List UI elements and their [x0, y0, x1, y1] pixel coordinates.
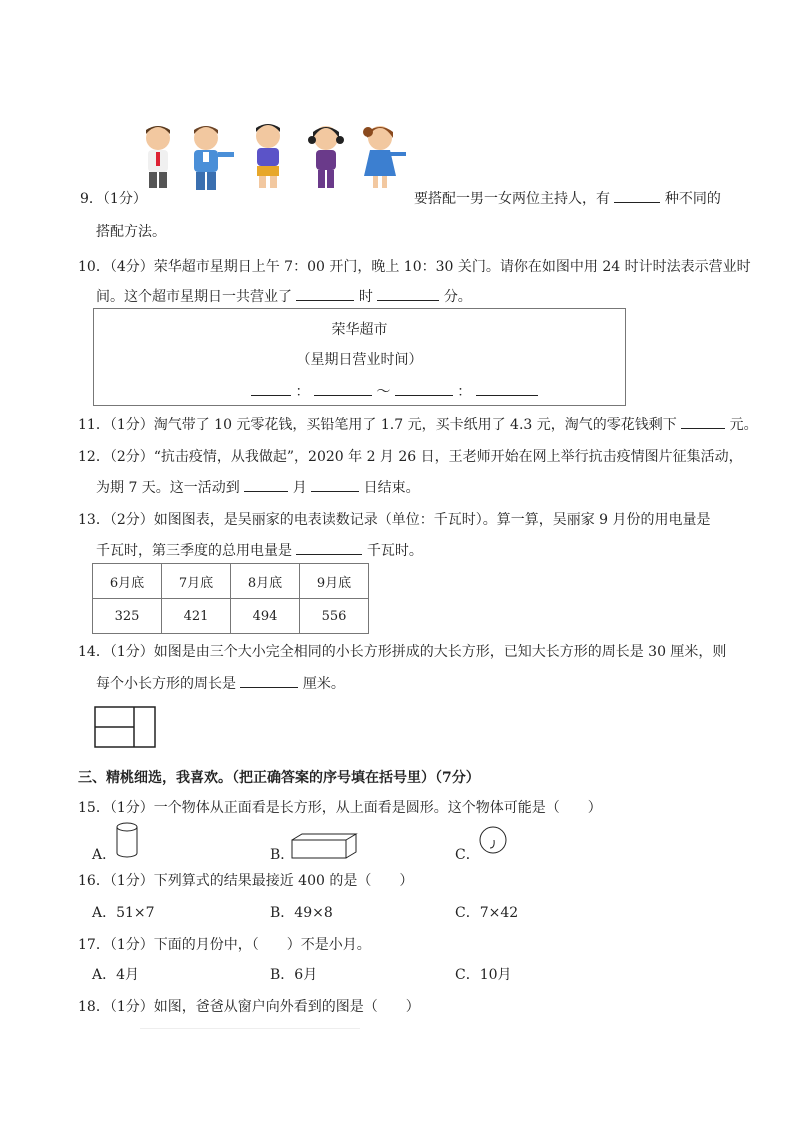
q17-text: 17．（1分）下面的月份中，（ ）不是小月。: [78, 937, 371, 953]
q17-option-a[interactable]: A．4月: [92, 967, 140, 983]
table-header-cell: 7月底: [162, 564, 231, 599]
q10-line2-text: 间。这个超市星期日一共营业了: [96, 289, 292, 305]
q10-colon-2: ：: [457, 384, 472, 400]
q16-option-b[interactable]: B．49×8: [270, 905, 333, 921]
q13-line2: [96, 540, 423, 560]
q12-unit-month: 月: [292, 480, 307, 496]
table-header-cell: 9月底: [300, 564, 369, 599]
q15-option-b-label: B．: [270, 847, 295, 863]
q12-day-blank[interactable]: [311, 477, 359, 492]
q10-time-fill-row: [251, 381, 538, 401]
q10-box-title: 荣华超市: [331, 322, 388, 338]
q16-text: 16．（1分）下列算式的结果最接近 400 的是（ ）: [78, 873, 414, 889]
cylinder-icon: [114, 822, 140, 858]
q9-answer-blank[interactable]: [614, 188, 660, 203]
q10-minutes-blank[interactable]: [377, 286, 439, 301]
boy-figure-2: [194, 126, 234, 190]
q13-meter-table: [92, 563, 369, 634]
table-header-cell: 6月底: [93, 564, 162, 599]
q11-text: 11．（1分）淘气带了 10 元零花钱，买铅笔用了 1.7 元，买卡纸用了 4.3 元，淘气的零花钱剩下: [78, 417, 677, 433]
table-cell: 494: [231, 599, 300, 634]
q10-store-hours-box: [93, 308, 626, 406]
q12-line2-text: 为期 7 天。这一活动到: [96, 480, 240, 496]
q13-line2-unit: 千瓦时。: [366, 543, 423, 559]
section3-title: 三、精桃细选，我喜欢。（把正确答案的序号填在括号里）（7分）: [78, 770, 480, 786]
q14-answer-blank[interactable]: [240, 673, 298, 688]
q10-unit-hours: 时: [358, 289, 373, 305]
q12-line2: [96, 477, 420, 497]
table-cell: 325: [93, 599, 162, 634]
girl-figure-2: [363, 126, 406, 188]
q13-line1: 13．（2分）如图图表，是吴丽家的电表读数记录（单位：千瓦时）。算一算，吴丽家 9 月份的用电量是: [78, 512, 711, 528]
q10-tilde: ～: [376, 384, 391, 400]
q10-open-minute-blank[interactable]: [314, 381, 372, 396]
table-cell: 421: [162, 599, 231, 634]
q14-unit: 厘米。: [302, 676, 345, 692]
q9-text: [414, 188, 721, 208]
sphere-icon: [478, 824, 508, 856]
q9-number: 9．（1分）: [80, 191, 147, 207]
q12-month-blank[interactable]: [244, 477, 288, 492]
boy-figure-3: [256, 124, 280, 188]
q14-line2: [96, 673, 345, 693]
q10-hours-blank[interactable]: [296, 286, 354, 301]
q12-line1: 12．（2分）“抗击疫情，从我做起”，2020 年 2 月 26 日，王老师开始在网上举行抗击疫情图片征集活动，: [78, 449, 743, 465]
table-header-row: [93, 564, 369, 599]
q10-number: 10．（4分）: [78, 259, 154, 275]
q15-option-a[interactable]: [92, 844, 116, 864]
q15-option-c[interactable]: [455, 844, 480, 864]
q15-option-a-label: A．: [92, 847, 117, 863]
children-illustration: [138, 122, 410, 194]
q13-line2-text: 千瓦时，第三季度的总用电量是: [96, 543, 292, 559]
q15-text: 15．（1分）一个物体从正面看是长方形，从上面看是圆形。这个物体可能是（ ）: [78, 800, 602, 816]
table-header-cell: 8月底: [231, 564, 300, 599]
q12-unit-day: 日结束。: [363, 480, 420, 496]
q11-answer-blank[interactable]: [681, 414, 725, 429]
q9-text-a: 要搭配一男一女两位主持人，有: [414, 191, 610, 207]
q10-box-subtitle: （星期日营业时间）: [296, 352, 423, 368]
q10-colon-1: ：: [295, 384, 310, 400]
q17-option-c[interactable]: C．10月: [455, 967, 512, 983]
q10-line1-text: 荣华超市星期日上午 7：00 开门，晚上 10：30 关门。请你在如图中用 24 时计时法表示营业时: [153, 259, 751, 275]
q16-option-c[interactable]: C．7×42: [455, 905, 519, 921]
table-cell: 556: [300, 599, 369, 634]
q10-unit-minutes: 分。: [443, 289, 472, 305]
q18-figure-edge: [140, 1028, 360, 1029]
q17-option-b[interactable]: B．6月: [270, 967, 318, 983]
q14-rectangles-figure: [94, 706, 156, 748]
q11: [78, 414, 758, 434]
q10-close-hour-blank[interactable]: [395, 381, 453, 396]
q10-open-hour-blank[interactable]: [251, 381, 291, 396]
q10-close-minute-blank[interactable]: [476, 381, 538, 396]
q15-option-c-label: C．: [455, 847, 480, 863]
q16-option-a[interactable]: A．51×7: [92, 905, 155, 921]
q11-unit: 元。: [729, 417, 758, 433]
q9-text-b: 种不同的: [664, 191, 721, 207]
q10-line1: [78, 256, 751, 276]
q13-total-blank[interactable]: [296, 540, 362, 555]
q10-line2: [96, 286, 472, 306]
girl-figure-1: [308, 126, 344, 188]
table-row: [93, 599, 369, 634]
q9-text-c: 搭配方法。: [96, 224, 166, 240]
q14-line1: 14．（1分）如图是由三个大小完全相同的小长方形拼成的大长方形，已知大长方形的周长是 30 厘米，则: [78, 644, 727, 660]
q18-text: 18．（1分）如图，爸爸从窗户向外看到的图是（ ）: [78, 999, 420, 1015]
cuboid-icon: [290, 832, 358, 860]
boy-figure-1: [146, 126, 170, 188]
q14-line2-text: 每个小长方形的周长是: [96, 676, 236, 692]
